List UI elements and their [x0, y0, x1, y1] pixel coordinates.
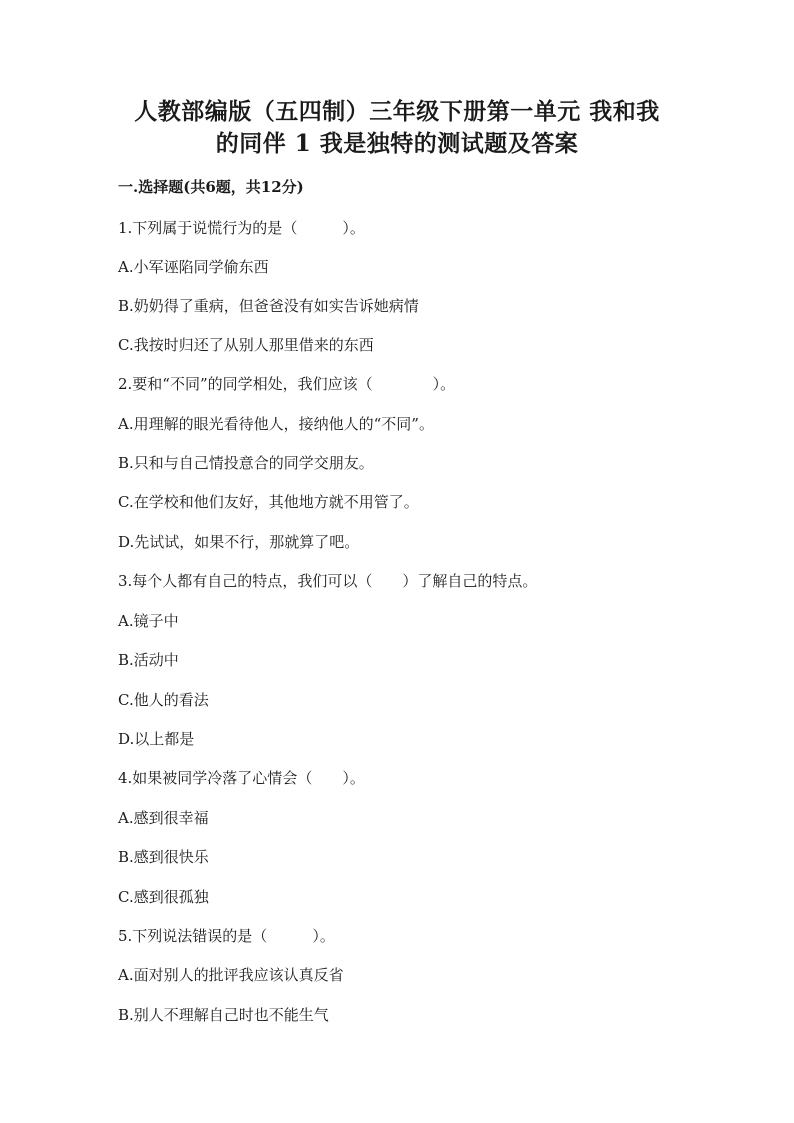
section-heading: 一.选择题(共6题，共12分) [118, 178, 304, 196]
question-5: 5.下列说法错误的是（ ）。 [118, 927, 335, 945]
question-5-option-a: A.面对别人的批评我应该认真反省 [118, 966, 344, 984]
question-4-option-b: B.感到很快乐 [118, 848, 209, 866]
question-2-option-b: B.只和与自己情投意合的同学交朋友。 [118, 454, 374, 472]
question-3: 3.每个人都有自己的特点，我们可以（ ）了解自己的特点。 [118, 572, 538, 590]
question-2-option-d: D.先试试，如果不行，那就算了吧。 [118, 533, 360, 551]
question-3-option-c: C.他人的看法 [118, 691, 209, 709]
question-4-option-a: A.感到很幸福 [118, 809, 209, 827]
document-title-line-2: 的同伴 1 我是独特的测试题及答案 [215, 130, 579, 157]
question-1-option-b: B.奶奶得了重病，但爸爸没有如实告诉她病情 [118, 297, 419, 315]
question-2-option-c: C.在学校和他们友好，其他地方就不用管了。 [118, 493, 419, 511]
question-4: 4.如果被同学冷落了心情会（ ）。 [118, 769, 365, 787]
question-1: 1.下列属于说慌行为的是（ ）。 [118, 219, 365, 237]
question-3-option-b: B.活动中 [118, 651, 179, 669]
question-3-option-d: D.以上都是 [118, 730, 195, 748]
question-3-option-a: A.镜子中 [118, 612, 179, 630]
document-title-line-1: 人教部编版（五四制）三年级下册第一单元 我和我 [134, 98, 660, 125]
question-2: 2.要和“不同”的同学相处，我们应该（ ）。 [118, 375, 456, 393]
question-5-option-b: B.别人不理解自己时也不能生气 [118, 1006, 329, 1024]
question-1-option-c: C.我按时归还了从别人那里借来的东西 [118, 336, 374, 354]
question-4-option-c: C.感到很孤独 [118, 888, 209, 906]
question-1-option-a: A.小军诬陷同学偷东西 [118, 258, 269, 276]
question-2-option-a: A.用理解的眼光看待他人，接纳他人的“不同”。 [118, 415, 434, 433]
